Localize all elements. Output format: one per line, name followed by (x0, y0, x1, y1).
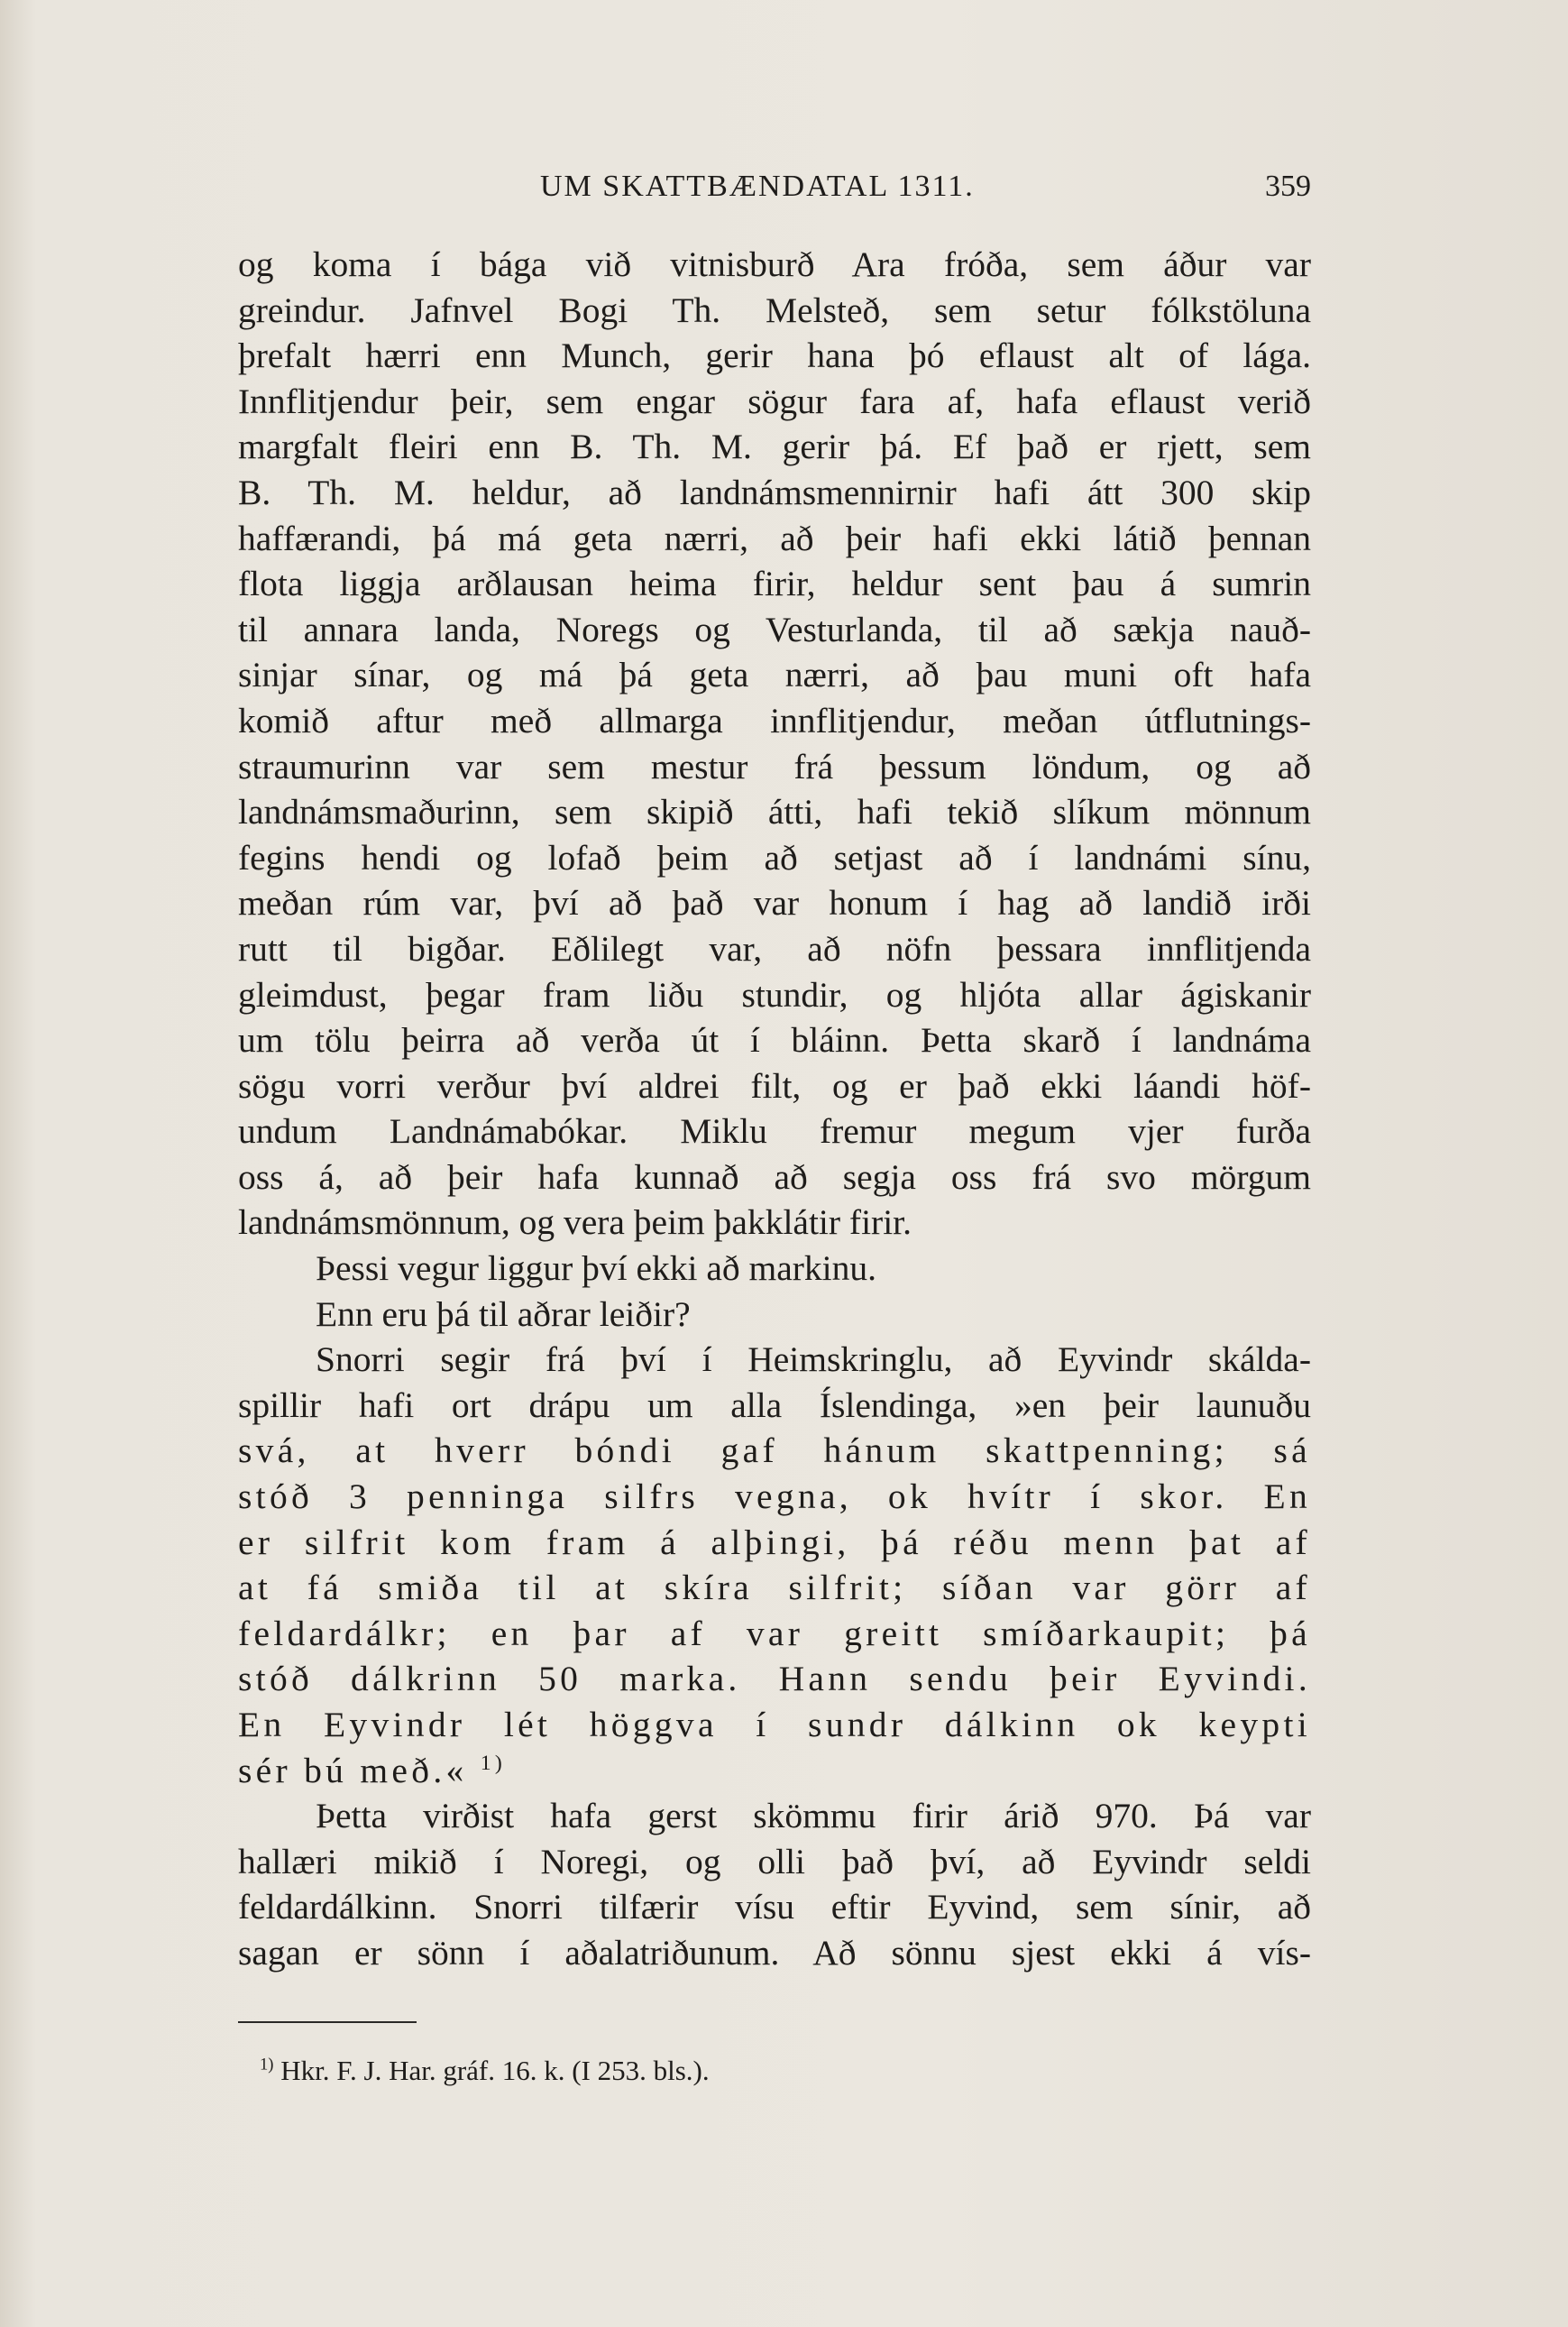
text-line: til annara landa, Noregs og Vesturlanda, til að sækja nauð- (238, 609, 1311, 649)
text-line: En Eyvindr lét höggva í sundr dálkinn ok keypti (238, 1705, 1311, 1744)
text-line: Snorri segir frá því í Heimskringlu, að Eyvindr skálda- (316, 1339, 1311, 1380)
footnote-text: Hkr. F. J. Har. gráf. 16. k. (I 253. bls.). (273, 2055, 710, 2086)
text-line: svá, at hverr bóndi gaf hánum skattpenning; sá (238, 1430, 1311, 1471)
text-line: greindur. Jafnvel Bogi Th. Melsteð, sem setur fólkstöluna (238, 290, 1311, 330)
text-line: fegins hendi og lofað þeim að setjast að í landnámi sínu, (238, 837, 1311, 878)
text-line: at fá smiða til at skíra silfrit; síðan var görr af (238, 1568, 1311, 1608)
text-line: meðan rúm var, því að það var honum í hag að landið irði (238, 883, 1311, 924)
text-line: er silfrit kom fram á alþingi, þá réðu menn þat af (238, 1522, 1311, 1562)
page-number: 359 (1265, 170, 1311, 203)
body-text (238, 242, 1311, 1976)
text-line: B. Th. M. heldur, að landnámsmennirnir hafi átt 300 skip (238, 472, 1311, 512)
text-line: hallæri mikið í Noregi, og olli það því, að Eyvindr seldi (238, 1841, 1311, 1881)
text-line: flota liggja arðlausan heima firir, heldur sent þau á sumrin (238, 564, 1311, 604)
text-line: spillir hafi ort drápu um alla Íslendinga, »en þeir launuðu (238, 1384, 1311, 1425)
footnote-marker: 1) (260, 2055, 274, 2074)
text-line: Þetta virðist hafa gerst skömmu firir árið 970. Þá var (316, 1796, 1311, 1836)
text-line: landnámsmönnum, og vera þeim þakklátir firir. (238, 1202, 912, 1243)
text-line: stóð dálkrinn 50 marka. Hann sendu þeir Eyvindi. (238, 1659, 1311, 1699)
text-line: landnámsmaðurinn, sem skipið átti, hafi tekið slíkum mönnum (238, 792, 1311, 832)
text-line: þrefalt hærri enn Munch, gerir hana þó eflaust alt of lága. (238, 336, 1311, 376)
text-line: Innflitjendur þeir, sem engar sögur fara af, hafa eflaust verið (238, 381, 1311, 421)
text-line: gleimdust, þegar fram liðu stundir, og hljóta allar ágiskanir (238, 974, 1311, 1015)
running-head (238, 170, 1311, 209)
text-line: haffærandi, þá má geta nærri, að þeir hafi ekki látið þennan (238, 518, 1311, 558)
text-line: sagan er sönn í aðalatriðunum. Að sönnu sjest ekki á vís- (238, 1932, 1311, 1973)
text-line: komið aftur með allmarga innflitjendur, meðan útflutnings- (238, 700, 1311, 740)
text-line: oss á, að þeir hafa kunnað að segja oss frá svo mörgum (238, 1156, 1311, 1197)
text-line: undum Landnámabókar. Miklu fremur megum vjer furða (238, 1111, 1311, 1152)
footnote-reference: 1) (480, 1751, 507, 1775)
text-line: margfalt fleiri enn B. Th. M. gerir þá. Ef það er rjett, sem (238, 427, 1311, 467)
text-line: straumurinn var sem mestur frá þessum löndum, og að (238, 746, 1311, 786)
text-line (238, 1748, 1311, 1794)
text-line: Enn eru þá til aðrar leiðir? (316, 1293, 691, 1334)
text-line: um tölu þeirra að verða út í bláinn. Þetta skarð í landnáma (238, 1020, 1311, 1061)
text-line: sinjar sínar, og má þá geta nærri, að þau muni oft hafa (238, 655, 1311, 695)
text-line: feldardálkr; en þar af var greitt smíðarkaupit; þá (238, 1613, 1311, 1653)
text-line: stóð 3 penninga silfrs vegna, ok hvítr í skor. En (238, 1476, 1311, 1517)
text-line: feldardálkinn. Snorri tilfærir vísu eftir Eyvind, sem sínir, að (238, 1887, 1311, 1927)
footnote-divider (238, 2021, 417, 2023)
running-title: UM SKATTBÆNDATAL 1311. (540, 170, 975, 203)
footnote (260, 2055, 710, 2087)
quote-end-text: sér bú með.« (238, 1750, 481, 1790)
text-line: rutt til bigðar. Eðlilegt var, að nöfn þessara innflitjenda (238, 928, 1311, 969)
text-line: og koma í bága við vitnisburð Ara fróða, sem áður var (238, 244, 1311, 284)
text-line: sögu vorri verður því aldrei filt, og er það ekki láandi höf- (238, 1065, 1311, 1106)
text-line: Þessi vegur liggur því ekki að markinu. (316, 1248, 877, 1289)
